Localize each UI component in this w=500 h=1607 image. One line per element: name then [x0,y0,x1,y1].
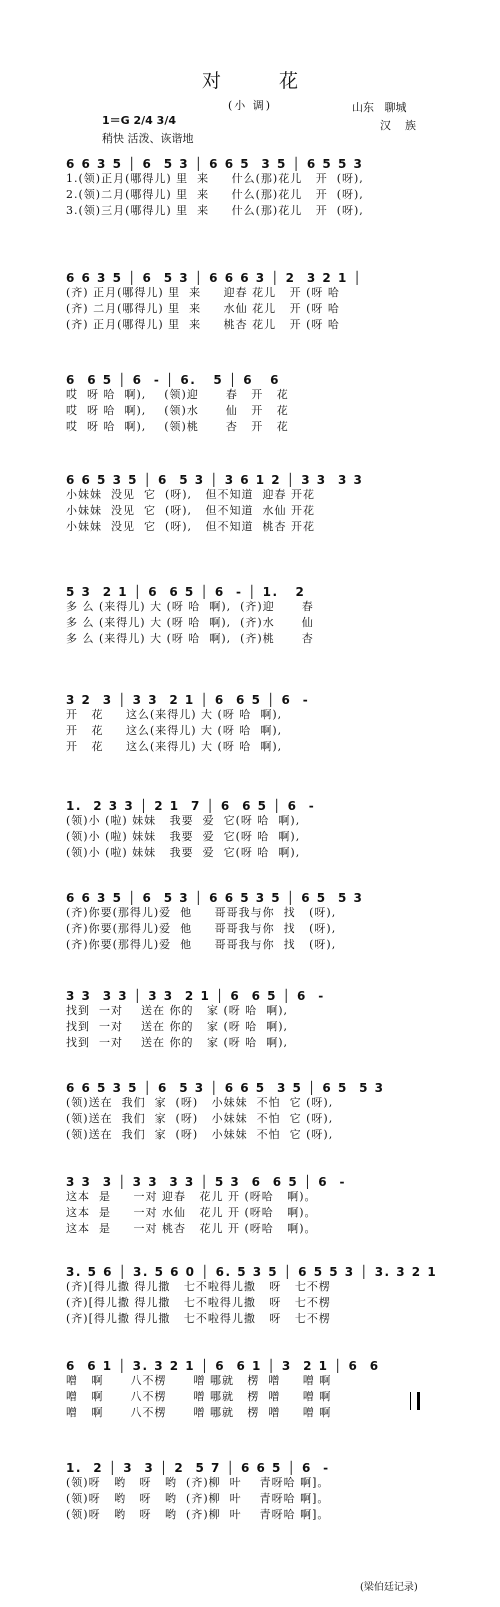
lyric-line: 多 么 (来得儿) 大 (呀 哈 啊), (齐)迎 春 [66,600,314,613]
lyric-line: (齐)[得儿撒 得儿撒 七不啦得儿撒 呀 七不楞 [66,1296,331,1309]
origin-line-2: 汉 族 [352,119,416,132]
lyric-line: 哎 呀 哈 啊), (领)迎 春 开 花 [66,388,289,401]
lyric-line: (齐)[得儿撒 得儿撒 七不啦得儿撒 呀 七不楞 [66,1280,331,1293]
lyric-line: (领)送在 我们 家 (呀) 小妹妹 不怕 它 (呀), [66,1128,334,1141]
lyric-line: (齐) 正月(哪得儿) 里 来 桃杏 花儿 开 (呀 哈 [66,318,340,331]
jianpu-notes: 6 6 3 5 │ 6 5 3 │ 6 6 5 3 5 │ 6 5 5 3 [66,891,364,905]
lyric-line: 哎 呀 哈 啊), (领)水 仙 开 花 [66,404,289,417]
lyric-line: 小妹妹 没见 它 (呀), 但不知道 迎春 开花 [66,488,316,501]
lyric-line: 小妹妹 没见 它 (呀), 但不知道 桃杏 开花 [66,520,316,533]
lyric-line: (领)送在 我们 家 (呀) 小妹妹 不怕 它 (呀), [66,1096,334,1109]
score-system [66,576,414,647]
score-system [66,1452,414,1523]
score-system [66,1072,414,1143]
lyric-line: (齐)你要(那得儿)爱 他 哥哥我与你 找 (呀), [66,906,337,919]
score-system [66,882,414,953]
lyric-line: (领)呀 哟 呀 哟 (齐)柳 叶 青呀哈 啊]。 [66,1476,330,1489]
lyric-line: 小妹妹 没见 它 (呀), 但不知道 水仙 开花 [66,504,316,517]
score-system [66,464,414,535]
lyric-line: 噌 啊 八不楞 噌 哪就 楞 噌 噌 啊 [66,1374,332,1387]
jianpu-notes: 6 6 3 5 │ 6 5 3 │ 6 6 6 3 │ 2 3 2 1 │ [66,271,363,285]
lyric-line: 3.(领)三月(哪得儿) 里 来 什么(那)花儿 开 (呀), [66,204,364,217]
score-system [66,1256,438,1327]
lyric-line: 这本 是 一对 桃杏 花儿 开 (呀哈 啊)。 [66,1222,317,1235]
lyric-line: (齐)[得儿撒 得儿撒 七不啦得儿撒 呀 七不楞 [66,1312,331,1325]
jianpu-notes: 6 6 3 5 │ 6 5 3 │ 6 6 5 3 5 │ 6 5 5 3 [66,157,364,171]
jianpu-notes: 6 6 5 3 5 │ 6 5 3 │ 6 6 5 3 5 │ 6 5 5 3 [66,1081,385,1095]
jianpu-notes: 1. 2 │ 3 3 │ 2 5 7 │ 6 6 5 │ 6 - [66,1461,330,1475]
lyric-line: (领)小 (啦) 妹妹 我要 爱 它(呀 哈 啊), [66,814,301,827]
jianpu-notes: 5 3 2 1 │ 6 6 5 │ 6 - │ 1. 2 [66,585,306,599]
lyric-line: 2.(领)二月(哪得儿) 里 来 什么(那)花儿 开 (呀), [66,188,364,201]
jianpu-notes: 1. 2 3 3 │ 2 1 7 │ 6 6 5 │ 6 - [66,799,316,813]
lyric-line: 开 花 这么(来得儿) 大 (呀 哈 啊), [66,724,283,737]
lyric-line: 找到 一对 送在 你的 家 (呀 哈 啊), [66,1004,289,1017]
lyric-line: (领)呀 哟 呀 哟 (齐)柳 叶 青呀哈 啊]。 [66,1492,330,1505]
lyric-line: (齐)你要(那得儿)爱 他 哥哥我与你 找 (呀), [66,922,337,935]
jianpu-notes: 6 6 5 3 5 │ 6 5 3 │ 3 6 1 2 │ 3 3 3 3 [66,473,364,487]
score-system [66,1166,414,1237]
score-system [66,684,414,755]
lyric-line: (齐)你要(那得儿)爱 他 哥哥我与你 找 (呀), [66,938,337,951]
lyric-line: 找到 一对 送在 你的 家 (呀 哈 啊), [66,1020,289,1033]
lyric-line: (领)呀 哟 呀 哟 (齐)柳 叶 青呀哈 啊]。 [66,1508,330,1521]
lyric-line: 开 花 这么(来得儿) 大 (呀 哈 啊), [66,708,283,721]
jianpu-notes: 3 3 3 │ 3 3 3 3 │ 5 3 6 6 5 │ 6 - [66,1175,346,1189]
score-system [66,1350,414,1421]
lyric-line: (齐) 二月(哪得儿) 里 来 水仙 花儿 开 (呀 哈 [66,302,340,315]
lyric-line: 噌 啊 八不楞 噌 哪就 楞 噌 噌 啊 [66,1406,332,1419]
jianpu-notes: 3 3 3 3 │ 3 3 2 1 │ 6 6 5 │ 6 - [66,989,325,1003]
lyric-line: 噌 啊 八不楞 噌 哪就 楞 噌 噌 啊 [66,1390,332,1403]
lyric-line: 多 么 (来得儿) 大 (呀 哈 啊), (齐)桃 杏 [66,632,314,645]
key-signature: 1＝G 2/4 3/4 [102,114,176,127]
lyric-line: (领)小 (啦) 妹妹 我要 爱 它(呀 哈 啊), [66,830,301,843]
lyric-line: 1.(领)正月(哪得儿) 里 来 什么(那)花儿 开 (呀), [66,172,364,185]
jianpu-notes: 3 2 3 │ 3 3 2 1 │ 6 6 5 │ 6 - [66,693,310,707]
lyric-line: 开 花 这么(来得儿) 大 (呀 哈 啊), [66,740,283,753]
score-system [66,148,414,219]
lyric-line: (齐) 正月(哪得儿) 里 来 迎春 花儿 开 (呀 哈 [66,286,340,299]
lyric-line: 这本 是 一对 迎春 花儿 开 (呀哈 啊)。 [66,1190,317,1203]
song-subtitle: (小 调) [227,99,273,112]
jianpu-notes: 3. 5 6 │ 3. 5 6 0 │ 6. 5 3 5 │ 6 5 5 3 │ 3. 3 2 1 [66,1265,438,1279]
lyric-line: (领)小 (啦) 妹妹 我要 爱 它(呀 哈 啊), [66,846,301,859]
song-origin [352,99,416,135]
score-system [66,364,414,435]
origin-line-1: 山东 聊城 [352,101,407,114]
jianpu-notes: 6 6 5 │ 6 - │ 6. 5 │ 6 6 [66,373,281,387]
lyric-line: 多 么 (来得儿) 大 (呀 哈 啊), (齐)水 仙 [66,616,314,629]
lyric-line: (领)送在 我们 家 (呀) 小妹妹 不怕 它 (呀), [66,1112,334,1125]
lyric-line: 这本 是 一对 水仙 花儿 开 (呀哈 啊)。 [66,1206,317,1219]
score-system [66,262,414,333]
score-system [66,790,414,861]
tempo-marking: 稍快 活泼、诙谐地 [102,132,194,145]
lyric-line: 哎 呀 哈 啊), (领)桃 杏 开 花 [66,420,289,433]
transcriber-credit: (梁伯廷记录) [360,1582,418,1593]
lyric-line: 找到 一对 送在 你的 家 (呀 哈 啊), [66,1036,289,1049]
jianpu-notes: 6 6 1 │ 3. 3 2 1 │ 6 6 1 │ 3 2 1 │ 6 6 [66,1359,380,1373]
score-system [66,980,414,1051]
final-barline [410,1392,420,1410]
song-title: 对 花 [201,70,325,92]
